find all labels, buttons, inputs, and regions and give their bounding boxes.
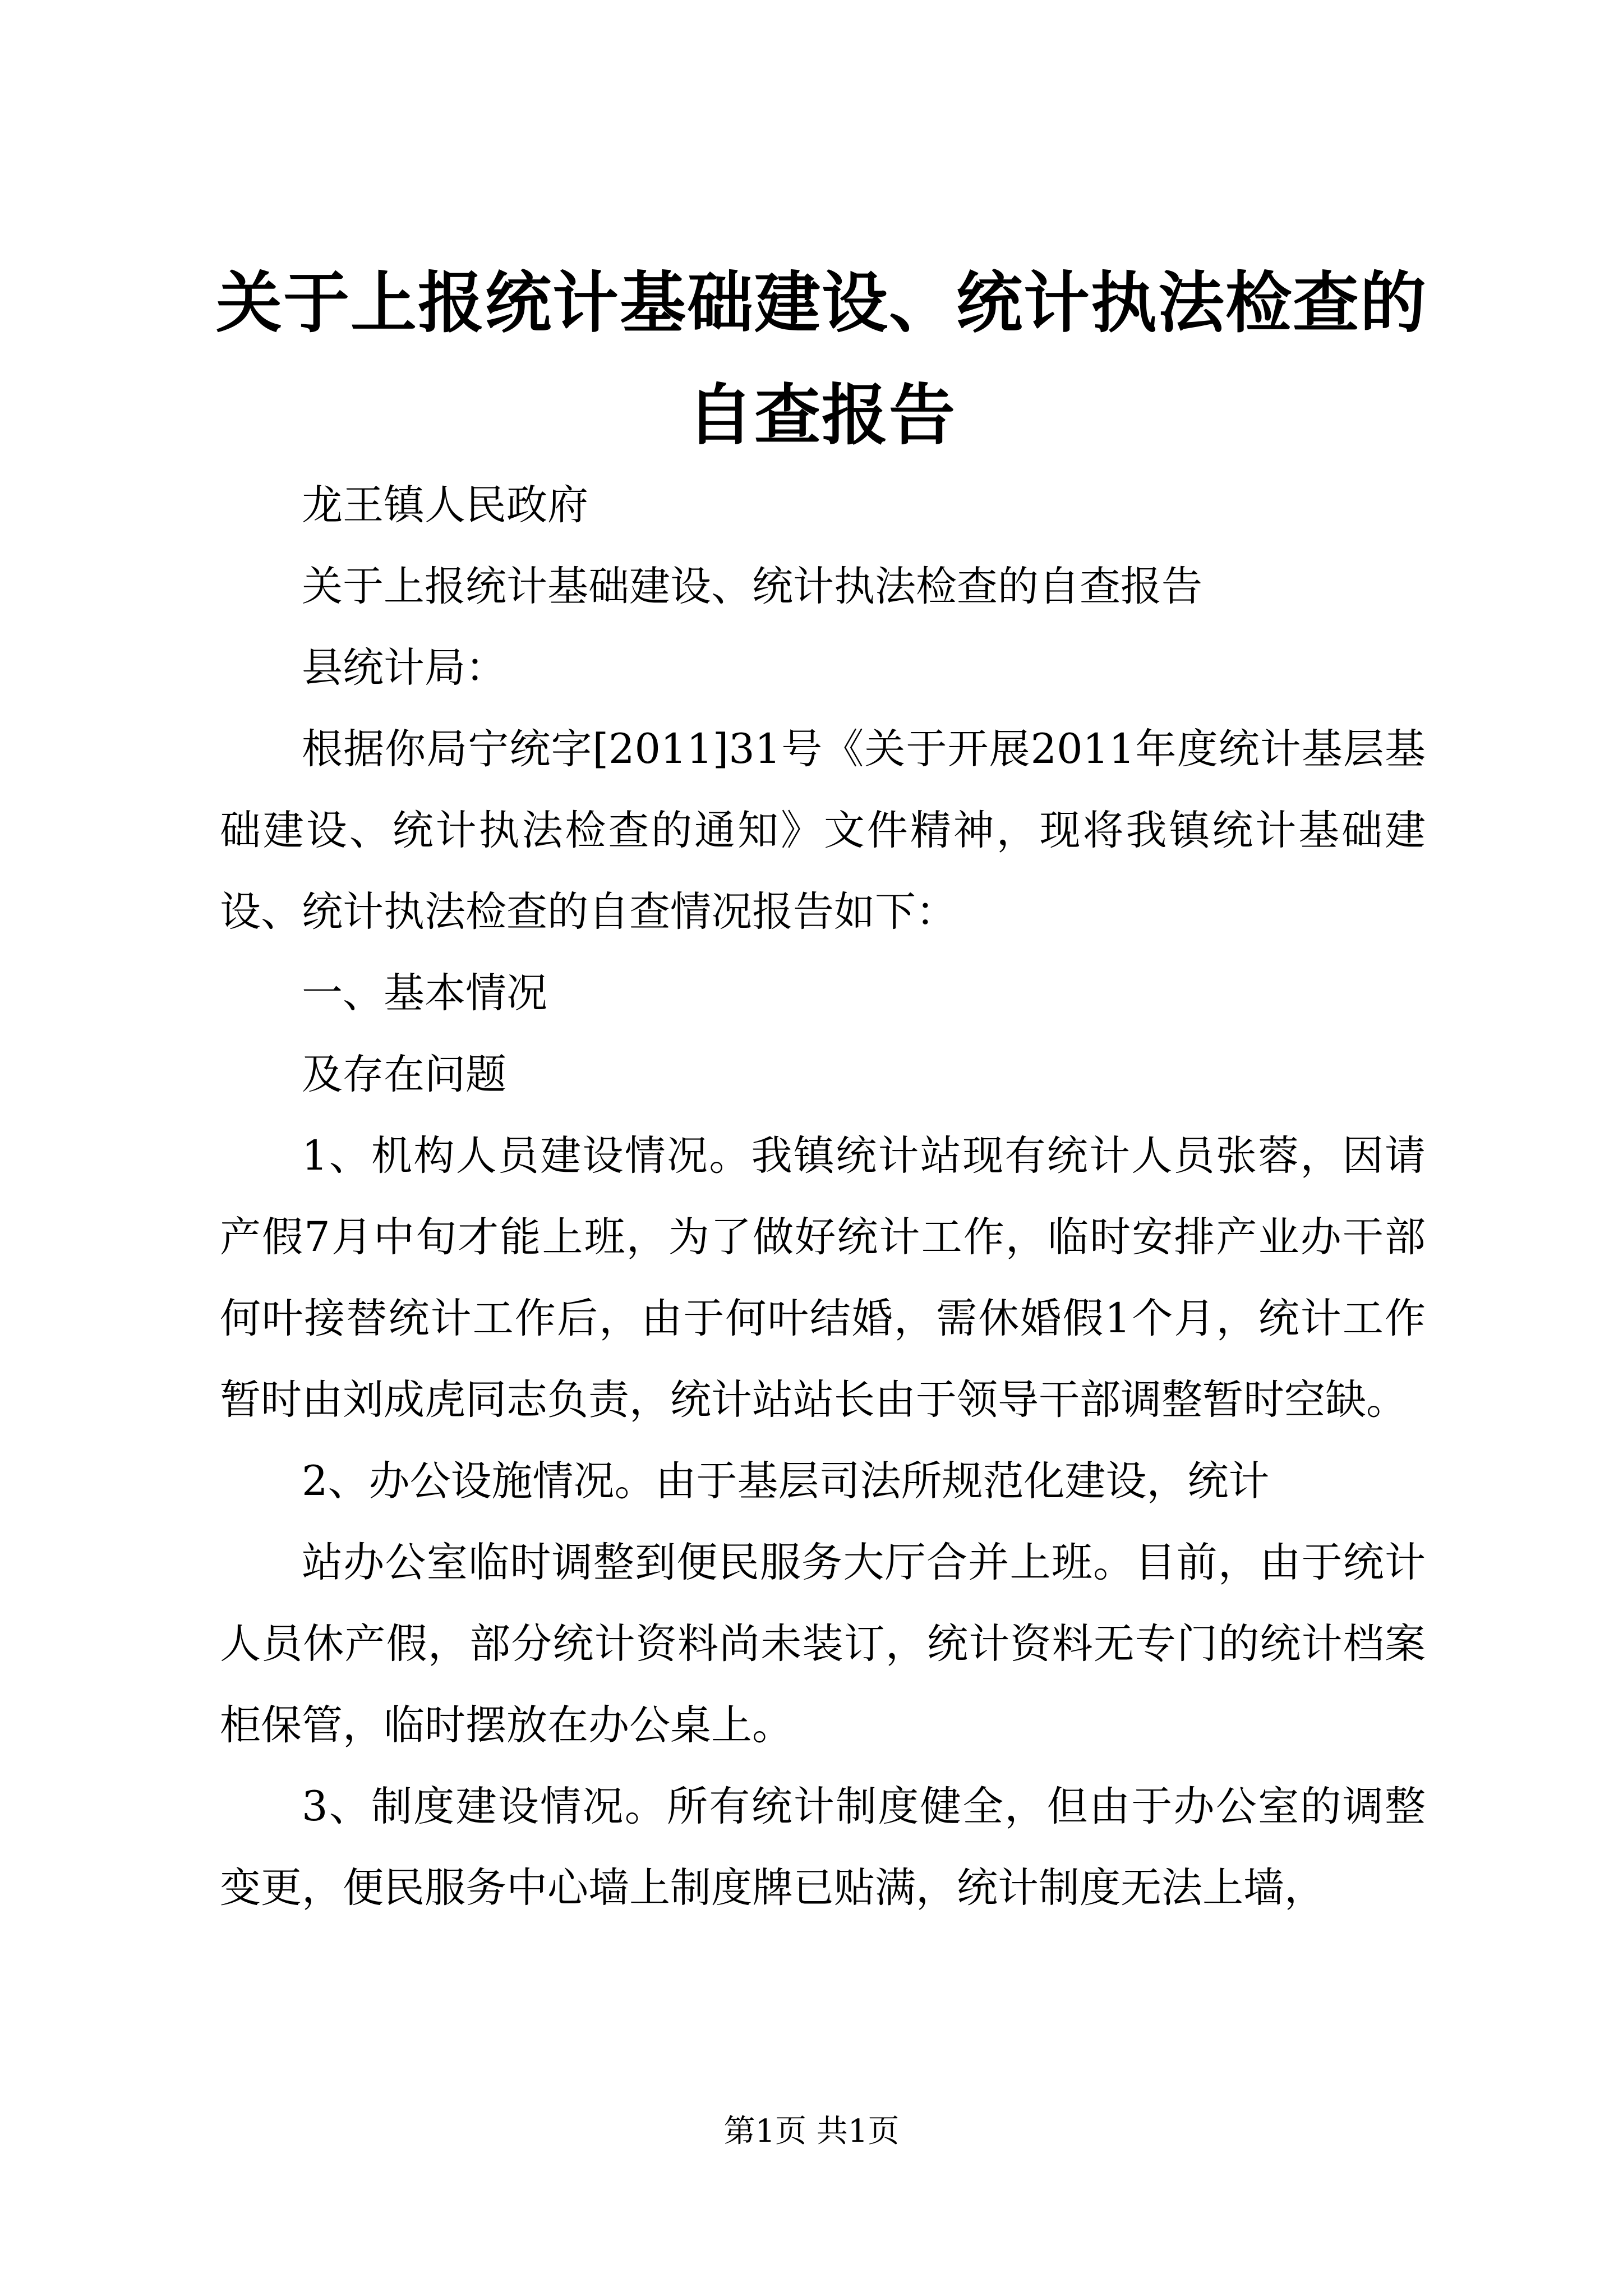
section-heading-basic: 一、基本情况 bbox=[302, 969, 547, 1017]
paragraph-intro: 根据你局宁统字[2011]31号《关于开展2011年度统计基层基础建设、统计执法检查的通知》文件精神，现将我镇统计基础建设、统计执法检查的自查情况报告如下： bbox=[220, 725, 1426, 936]
paragraph-facilities-start: 2、办公设施情况。由于基层司法所规范化建设，统计 bbox=[302, 1457, 1270, 1505]
section-heading-problems: 及存在问题 bbox=[302, 1051, 506, 1098]
paragraph-sender: 龙王镇人民政府 bbox=[302, 481, 588, 529]
paragraph-staffing: 1、机构人员建设情况。我镇统计站现有统计人员张蓉，因请产假7月中旬才能上班，为了做好统计工作，临时安排产业办干部何叶接替统计工作后，由于何叶结婚，需休婚假1个月，统计工作暂时由刘成虎同志负责，统计站站长由于领导干部调整暂时空缺。 bbox=[220, 1132, 1426, 1424]
document-title: 关于上报统计基础建设、统计执法检查的自查报告 bbox=[215, 264, 1427, 454]
paragraph-facilities-continued: 站办公室临时调整到便民服务大厅合并上班。目前，由于统计人员休产假，部分统计资料尚未装订，统计资料无专门的统计档案柜保管，临时摆放在办公桌上。 bbox=[220, 1539, 1426, 1749]
paragraph-rules: 3、制度建设情况。所有统计制度健全，但由于办公室的调整变更，便民服务中心墙上制度牌已贴满，统计制度无法上墙， bbox=[220, 1783, 1426, 1912]
paragraph-recipient: 县统计局： bbox=[302, 644, 506, 692]
document-body bbox=[220, 464, 1426, 1929]
page-number: 第1页 共1页 bbox=[723, 2113, 900, 2150]
paragraph-subject: 关于上报统计基础建设、统计执法检查的自查报告 bbox=[302, 563, 1202, 610]
